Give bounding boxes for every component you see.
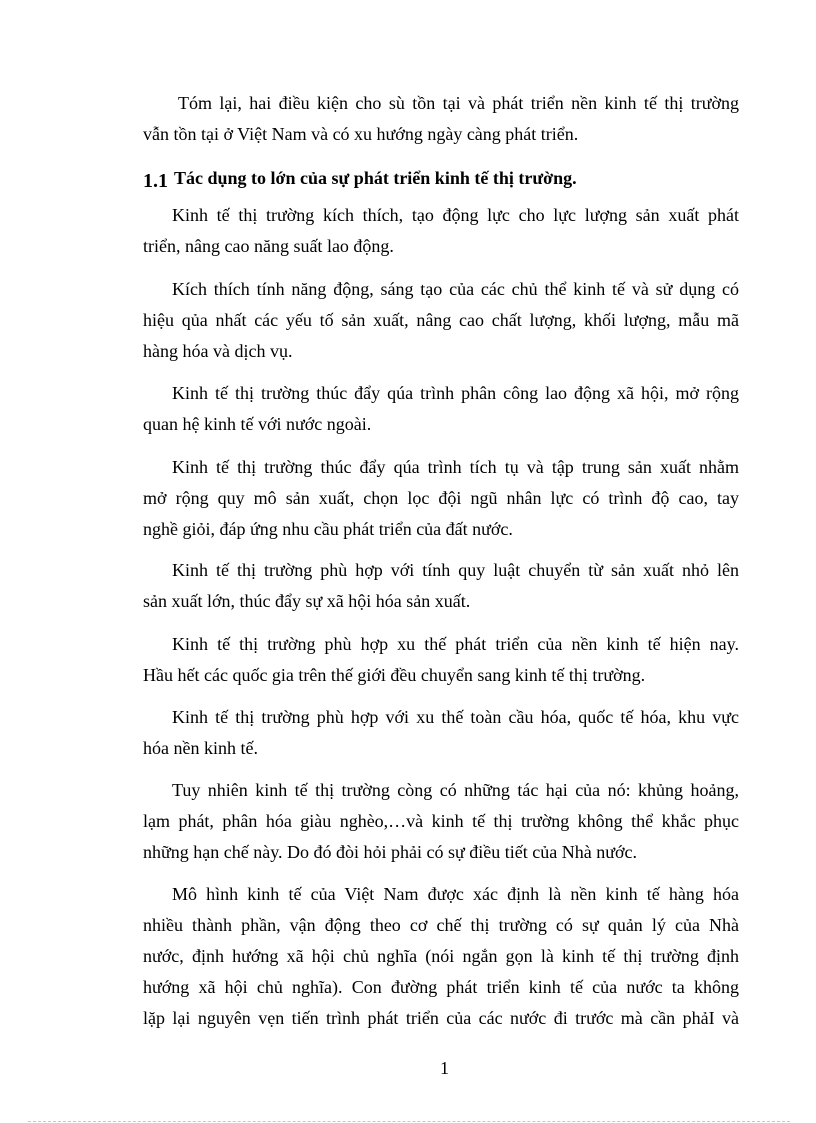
text-line: lặp lại nguyên vẹn tiến trình phát triển của các nước đi trước mà cần phảI và bbox=[143, 1008, 739, 1028]
text-line: Kinh tế thị trường thúc đẩy qúa trình tích tụ và tập trung sản xuất nhằm bbox=[172, 457, 739, 477]
text-line: quan hệ kinh tế với nước ngoài. bbox=[143, 414, 372, 434]
paragraph bbox=[143, 775, 739, 868]
page-bottom-border bbox=[28, 1121, 790, 1122]
text-line: lạm phát, phân hóa giàu nghèo,…và kinh tế thị trường không thể khắc phục bbox=[143, 811, 739, 831]
paragraph bbox=[143, 555, 739, 617]
text-line: hiệu qủa nhất các yếu tố sản xuất, nâng cao chất lượng, khối lượng, mẫu mã bbox=[143, 310, 739, 330]
paragraph bbox=[143, 200, 739, 262]
paragraph bbox=[143, 274, 739, 367]
text-line: Kinh tế thị trường phù hợp với tính quy luật chuyển từ sản xuất nhỏ lên bbox=[172, 560, 739, 580]
text-line: Tuy nhiên kinh tế thị trường còng có những tác hại của nó: khủng hoảng, bbox=[172, 780, 739, 800]
paragraph bbox=[143, 629, 739, 691]
text-line: nước, định hướng xã hội chủ nghĩa (nói ngắn gọn là kinh tế thị trường định bbox=[143, 946, 739, 966]
text-line: hàng hóa và dịch vụ. bbox=[143, 341, 293, 361]
text-line: Kinh tế thị trường thúc đẩy qúa trình phân công lao động xã hội, mở rộng bbox=[172, 383, 739, 403]
text-line: Kích thích tính năng động, sáng tạo của các chủ thể kinh tế và sử dụng có bbox=[172, 279, 739, 299]
text-line: Kinh tế thị trường phù hợp xu thế phát triển của nền kinh tế hiện nay. bbox=[172, 634, 739, 654]
text-line: Hầu hết các quốc gia trên thế giới đều chuyển sang kinh tế thị trường. bbox=[143, 665, 646, 685]
text-line: hướng xã hội chủ nghĩa). Con đường phát triển kinh tế của nước ta không bbox=[143, 977, 739, 997]
paragraph bbox=[143, 702, 739, 764]
text-line: Tóm lại, hai điều kiện cho sù tồn tại và phát triển nền kinh tế thị trường bbox=[178, 93, 739, 113]
section-title: Tác dụng to lớn của sự phát triển kinh tế thị trường. bbox=[174, 168, 577, 188]
text-line: Mô hình kinh tế của Việt Nam được xác định là nền kinh tế hàng hóa bbox=[172, 884, 739, 904]
section-heading bbox=[143, 163, 577, 197]
text-line: hóa nền kinh tế. bbox=[143, 738, 258, 758]
text-line: nhiều thành phần, vận động theo cơ chế thị trường có sự quản lý của Nhà bbox=[143, 915, 739, 935]
text-line: những hạn chế này. Do đó đòi hỏi phải có sự điều tiết của Nhà nước. bbox=[143, 842, 637, 862]
text-line: nghề giỏi, đáp ứng nhu cầu phát triển của đất nước. bbox=[143, 519, 513, 539]
paragraph bbox=[143, 879, 739, 1034]
text-line: vẫn tồn tại ở Việt Nam và có xu hướng ngày càng phát triển. bbox=[143, 124, 579, 144]
text-line: Kinh tế thị trường phù hợp với xu thế toàn cầu hóa, quốc tế hóa, khu vực bbox=[172, 707, 739, 727]
text-line: mở rộng quy mô sản xuất, chọn lọc đội ngũ nhân lực có trình độ cao, tay bbox=[143, 488, 739, 508]
paragraph-conclusion bbox=[143, 88, 739, 150]
text-line: triển, nâng cao năng suất lao động. bbox=[143, 236, 394, 256]
section-number: 1.1 bbox=[143, 170, 168, 192]
text-line: sản xuất lớn, thúc đẩy sự xã hội hóa sản xuất. bbox=[143, 591, 471, 611]
page-number: 1 bbox=[440, 1058, 449, 1078]
text-line: Kinh tế thị trường kích thích, tạo động lực cho lực lượng sản xuất phát bbox=[172, 205, 739, 225]
paragraph bbox=[143, 452, 739, 545]
paragraph bbox=[143, 378, 739, 440]
